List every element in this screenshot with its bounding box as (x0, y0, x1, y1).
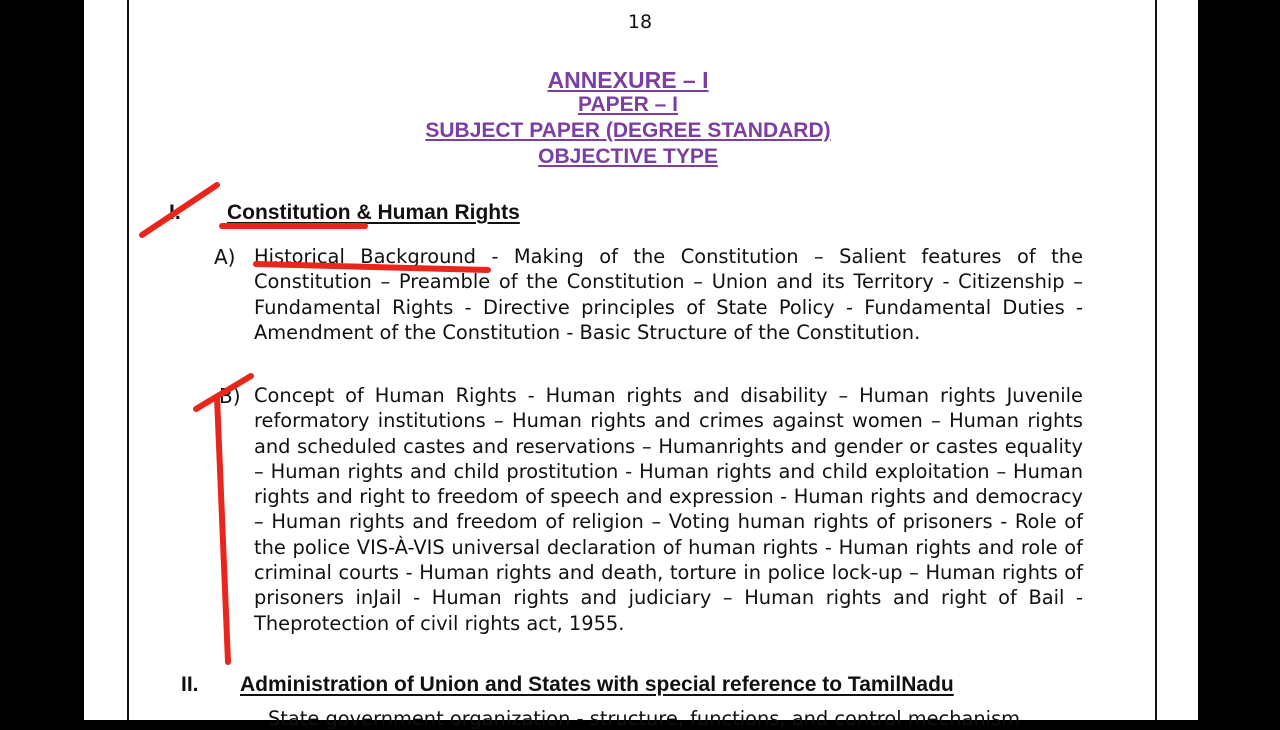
item-a-letter: A) (214, 245, 236, 269)
page-number: 18 (627, 11, 653, 33)
item-b-paragraph: Concept of Human Rights - Human rights and disability – Human rights Juvenile reformatory institutions – Human rights and crimes against women – Human rights and scheduled castes and reservations – Humanrights and gender or castes equality – Human rights and child prostitution - Human rights and child exploitation – Human rights and right to freedom of speech and expression - Human rights and democracy – Human rights and freedom of religion – Voting human rights of prisoners - Role of the police VIS-À-VIS universal declaration of human rights - Human rights and role of criminal courts - Human rights and death, torture in police lock-up – Human rights of prisoners inJail - Human rights and judiciary – Human rights and right of Bail - Theprotection of civil rights act, 1955. (254, 384, 1083, 635)
section-2-title: Administration of Union and States with special reference to TamilNadu (240, 673, 954, 696)
item-a-paragraph (254, 244, 1083, 345)
section-2-number: II. (181, 673, 199, 696)
type-heading: OBJECTIVE TYPE (538, 145, 718, 168)
section-1-title: Constitution & Human Rights (227, 201, 520, 224)
section-1-number: I. (169, 201, 181, 224)
subject-heading: SUBJECT PAPER (DEGREE STANDARD) (425, 119, 831, 142)
paper-heading: PAPER – I (578, 93, 678, 116)
section-2-partial-text: State government organization - structure, functions, and control mechanism (268, 707, 1021, 730)
annexure-heading: ANNEXURE – I (547, 67, 709, 93)
item-a-text: - Making of the Constitution – Salient features of the Constitution – Preamble of the Constitution – Union and its Territory - Citizenship – Fundamental Rights - Directive principles of State Policy - Fundamental Duties - Amendment of the Constitution - Basic Structure of the Constitution. (254, 245, 1083, 344)
item-b-letter: B) (219, 384, 241, 408)
item-a-highlight: Historical Background (254, 245, 476, 268)
